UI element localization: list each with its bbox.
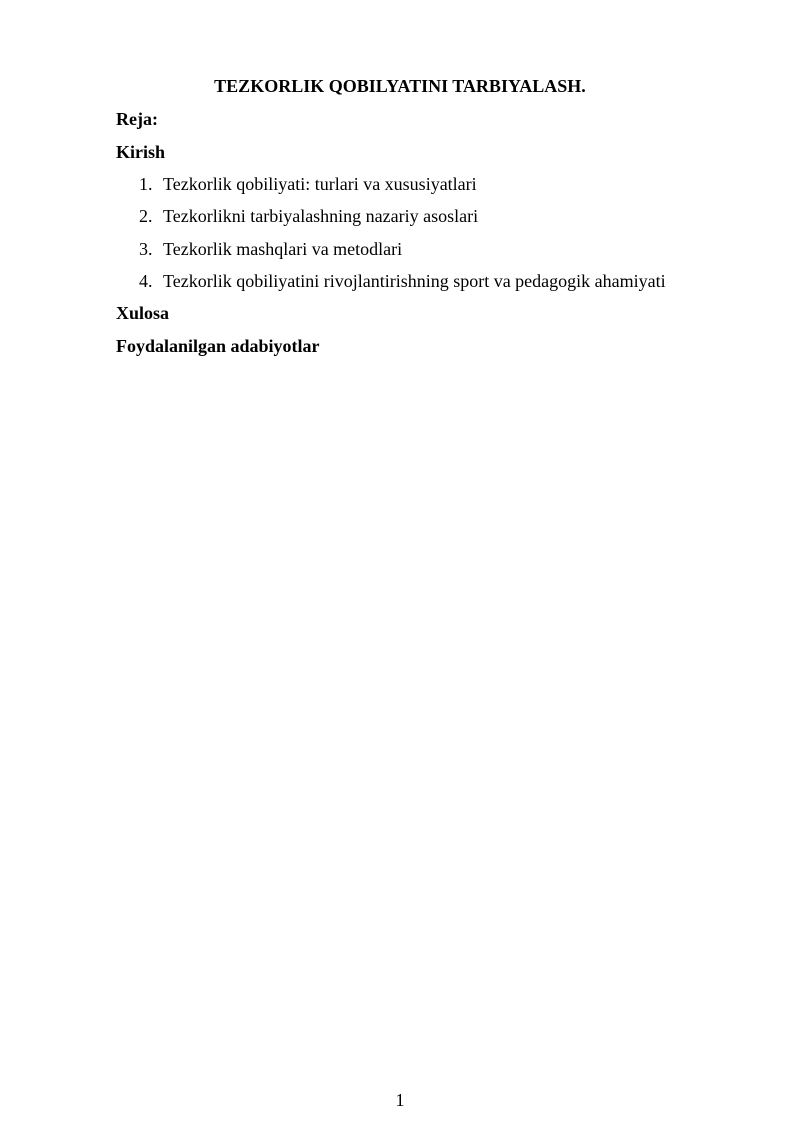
plan-heading: Reja: [116,109,158,129]
list-item-number: 4. [139,271,153,291]
conclusion-heading: Xulosa [116,303,170,323]
list-item-text: Tezkorlik mashqlari va metodlari [163,239,403,259]
page-number: 1 [395,1090,405,1110]
intro-heading: Kirish [116,142,166,162]
list-item [139,269,666,293]
list-item [139,237,402,261]
list-item-text: Tezkorlik qobiliyatini rivojlantirishning sport va pedagogik ahamiyati [163,271,666,291]
list-item-text: Tezkorlik qobiliyati: turlari va xususiyatlari [163,174,477,194]
list-item-number: 1. [139,174,153,194]
list-item [139,172,477,196]
list-item-number: 2. [139,206,153,226]
list-item-number: 3. [139,239,153,259]
list-item [139,204,478,228]
references-heading: Foydalanilgan adabiyotlar [116,336,320,356]
list-item-text: Tezkorlikni tarbiyalashning nazariy asoslari [163,206,479,226]
document-title: TEZKORLIK QOBILYATINI TARBIYALASH. [214,76,586,96]
